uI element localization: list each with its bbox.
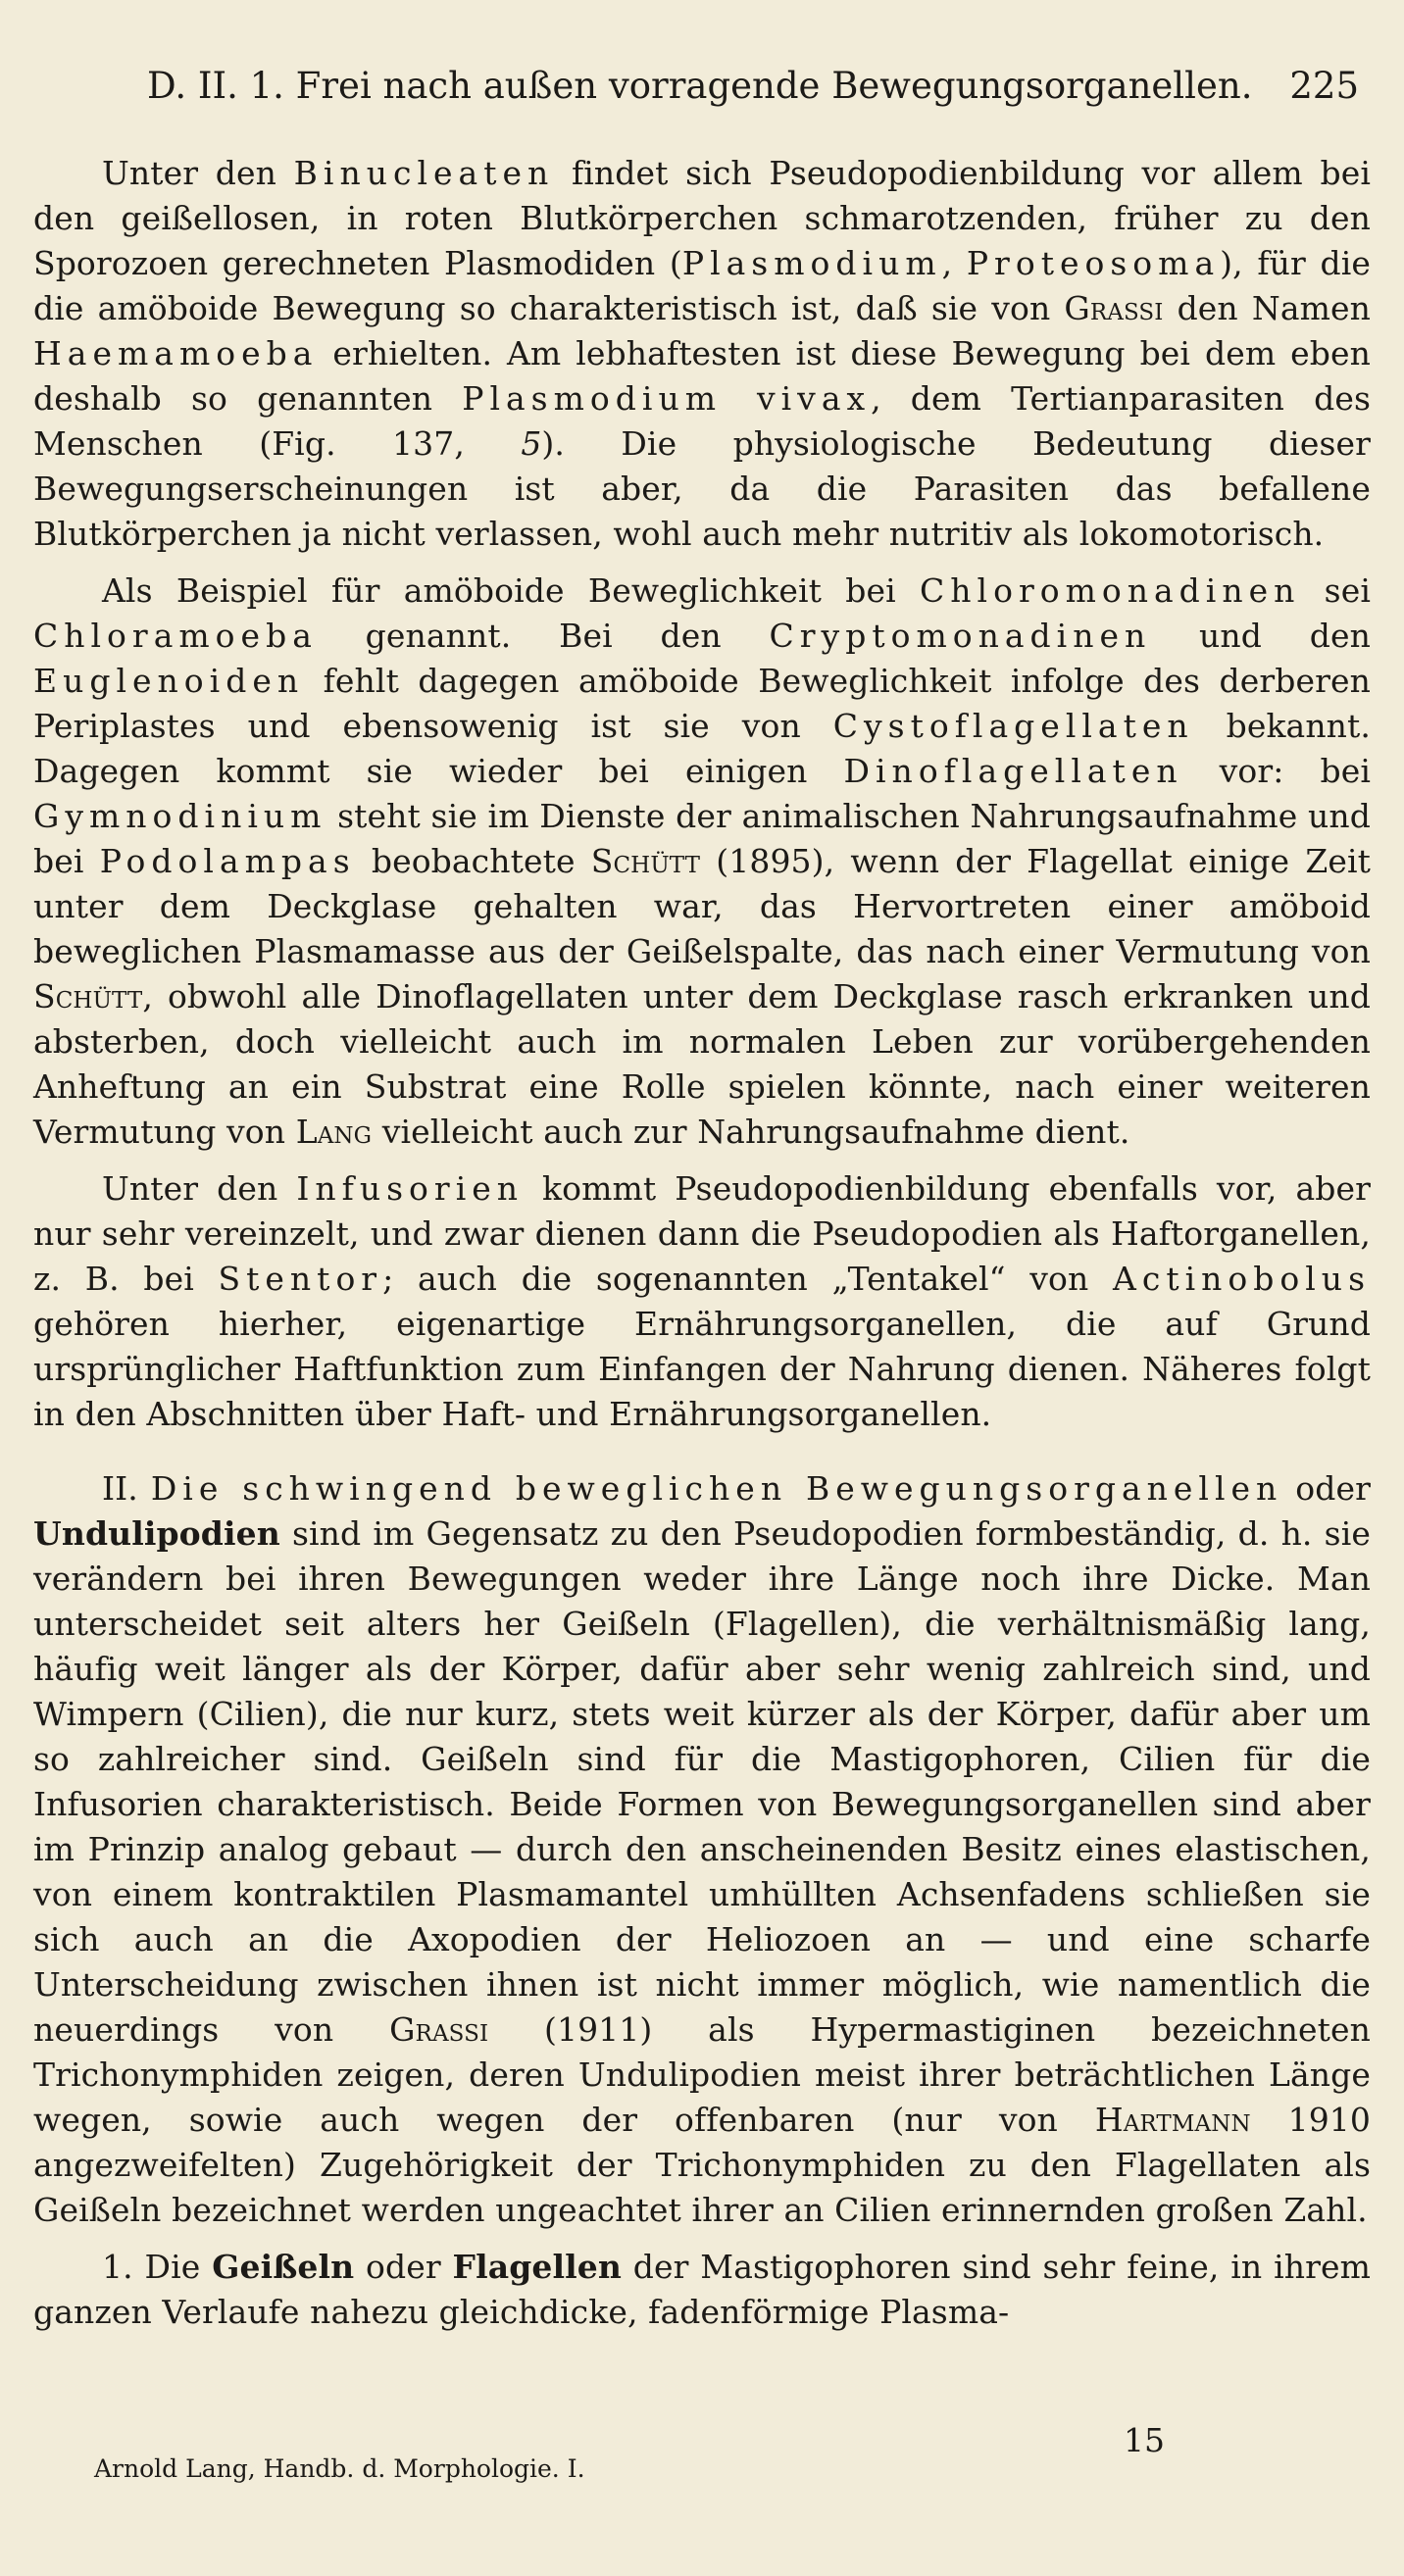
term-undulipodien: Undulipodien xyxy=(33,1514,280,1553)
running-title: D. II. 1. Frei nach außen vorragende Bewegungsorganellen. xyxy=(147,65,1253,107)
term-flagellen: Flagellen xyxy=(452,2248,622,2286)
text-run: findet sich Pseudopodienbildung vor allem bei den geißellosen, in roten Blutkörperchen schmarotzenden, früher zu den Sporozoen gerechneten Plasmodiden ( xyxy=(33,154,1371,282)
text-run: Unter den xyxy=(102,1169,297,1208)
page-number: 225 xyxy=(1289,65,1359,107)
emphasis-cryptomonadinen: Cryptomonadinen xyxy=(769,617,1152,655)
emphasis-section-heading: Die schwingend beweglichen Bewegungsorganellen xyxy=(150,1469,1283,1508)
text-run: sind im Gegensatz zu den Pseudopodien formbeständig, d. h. sie verändern bei ihren Bewegungen weder ihre Länge noch ihre Dicke. Man unterscheidet seit alters her Geißeln (Flagellen), die verhältnismäßig lang, häufig weit länger als der Körper, dafür aber sehr wenig zahlreich sind, und Wimpern (Cilien), die nur kurz, stets weit kürzer als der Körper, dafür aber um so zahlreicher sind. Geißeln sind für die Mastigophoren, Cilien für die Infusorien charakteristisch. Beide Formen von Bewegungsorganellen sind aber im Prinzip analog gebaut — durch den anscheinenden Besitz eines elastischen, von einem kontraktilen Plasmamantel umhüllten Achsenfadens schließen sie sich auch an die Axopodien der Heliozoen an — und eine scharfe Unterscheidung zwischen ihnen ist nicht immer möglich, wie namentlich die neuerdings von xyxy=(33,1514,1371,2049)
signature-mark: 15 xyxy=(1124,2421,1165,2459)
text-run: Als Beispiel für amöboide Beweglichkeit bei xyxy=(102,571,921,610)
emphasis-cystoflagellaten: Cystoflagellaten xyxy=(832,707,1194,745)
emphasis-plasmodium-vivax: Plasmodium vivax xyxy=(462,379,872,418)
text-run: , xyxy=(941,244,967,282)
text-run: vielleicht auch zur Nahrungsaufnahme dient. xyxy=(372,1113,1130,1151)
page-body xyxy=(33,151,1371,2347)
text-run: ), für die die amöboide Bewegung so charakteristisch ist, daß sie von xyxy=(33,244,1371,327)
figure-ref-number: 5 xyxy=(521,424,542,463)
paragraph-undulipodien xyxy=(33,1466,1371,2233)
text-run: genannt. Bei den xyxy=(317,617,770,655)
text-run: gehören hierher, eigenartige Ernährungsorganellen, die auf Grund ursprünglicher Haftfunktion zum Einfangen der Nahrung dienen. Näheres folgt in den Abschnitten über Haft- und Ernährungsorganellen. xyxy=(33,1305,1371,1433)
text-run: oder xyxy=(1282,1469,1372,1508)
text-run: fehlt dagegen amöboide Beweglichkeit infolge des derberen Periplastes und ebensowenig ist sie von xyxy=(33,662,1371,745)
author-lang: Lang xyxy=(295,1113,373,1151)
emphasis-euglenoiden: Euglenoiden xyxy=(33,662,305,700)
text-run: der Mastigophoren sind sehr feine, in ihrem ganzen Verlaufe nahezu gleichdicke, fadenförmige Plasma- xyxy=(33,2248,1371,2331)
text-run: , dem Tertianparasiten des Menschen (Fig. 137, xyxy=(33,379,1372,463)
term-geisseln: Geißeln xyxy=(212,2248,355,2286)
paragraph-chloromonadinen xyxy=(33,569,1371,1155)
section-number: II. xyxy=(102,1469,151,1508)
emphasis-podolampas: Podolampas xyxy=(99,842,356,880)
paragraph-infusorien xyxy=(33,1166,1371,1437)
emphasis-chloramoeba: Chloramoeba xyxy=(33,617,318,655)
text-run: ; auch die sogenannten „Tentakel“ von xyxy=(382,1260,1114,1298)
text-run: 1910 angezweifelten) Zugehörigkeit der Trichonymphiden zu den Flagellaten als Geißeln bezeichnet werden ungeachtet ihrer an Cilien erinnernden großen Zahl. xyxy=(33,2101,1371,2229)
text-run: sei xyxy=(1300,571,1371,610)
emphasis-binucleaten: Binucleaten xyxy=(293,154,555,192)
text-run: vor: bei xyxy=(1182,752,1372,790)
text-run: ). Die physiologische Bedeutung dieser Bewegungserscheinungen ist aber, da die Parasiten das befallene Blutkörperchen ja nicht verlassen, wohl auch mehr nutritiv als lokomotorisch. xyxy=(33,424,1371,553)
emphasis-proteosoma: Proteosoma xyxy=(966,244,1221,282)
text-run: , obwohl alle Dinoflagellaten unter dem Deckglase rasch erkranken und absterben, doch vielleicht auch im normalen Leben zur vorübergehenden Anheftung an ein Substrat eine Rolle spielen könnte, nach einer weiteren Vermutung von xyxy=(33,977,1371,1151)
author-schuett: Schütt xyxy=(590,842,701,880)
emphasis-haemamoeba: Haemamoeba xyxy=(33,334,319,372)
text-run: und den xyxy=(1151,617,1371,655)
text-run: (1911) als Hypermastiginen bezeichneten Trichonymphiden zeigen, deren Undulipodien meist ihrer beträchtlichen Länge wegen, sowie auch wegen der offenbaren (nur von xyxy=(33,2010,1371,2139)
text-run: beobachtete xyxy=(355,842,591,880)
emphasis-stentor: Stentor xyxy=(218,1260,383,1298)
text-run: oder xyxy=(354,2248,453,2286)
text-run: kommt Pseudopodienbildung ebenfalls vor, aber nur sehr vereinzelt, und zwar dienen dann die Pseudopodien als Haftorganellen, z. B. bei xyxy=(33,1169,1371,1298)
text-run: erhielten. Am lebhaftesten ist diese Bewegung bei dem eben deshalb so genannten xyxy=(33,334,1371,418)
paragraph-geisseln xyxy=(33,2245,1371,2335)
emphasis-gymnodinium: Gymnodinium xyxy=(33,797,327,835)
page-footer xyxy=(94,2421,1173,2509)
text-run: 1. Die xyxy=(102,2248,213,2286)
author-schuett: Schütt xyxy=(33,977,143,1016)
emphasis-plasmodium: Plasmodium xyxy=(681,244,942,282)
text-run: den Namen xyxy=(1163,289,1371,327)
page-header xyxy=(147,59,1359,114)
author-hartmann: Hartmann xyxy=(1094,2101,1251,2139)
emphasis-dinoflagellaten: Dinoflagellaten xyxy=(843,752,1183,790)
author-grassi: Grassi xyxy=(1064,289,1164,327)
text-run: bekannt. Dagegen kommt sie wieder bei einigen xyxy=(33,707,1371,790)
text-run: Unter den xyxy=(102,154,294,192)
text-run: steht sie im Dienste der animalischen Nahrungsaufnahme und bei xyxy=(33,797,1371,880)
emphasis-infusorien: Infusorien xyxy=(296,1169,525,1208)
text-run: (1895), wenn der Flagellat einige Zeit unter dem Deckglase gehalten war, das Hervortreten einer amöboid beweglichen Plasmamasse aus der Geißelspalte, das nach einer Vermutung von xyxy=(33,842,1371,970)
paragraph-binucleaten xyxy=(33,151,1371,557)
emphasis-chloromonadinen: Chloromonadinen xyxy=(920,571,1301,610)
book-footnote: Arnold Lang, Handb. d. Morphologie. I. xyxy=(94,2454,585,2483)
author-grassi: Grassi xyxy=(389,2010,489,2049)
emphasis-actinobolus: Actinobolus xyxy=(1113,1260,1372,1298)
